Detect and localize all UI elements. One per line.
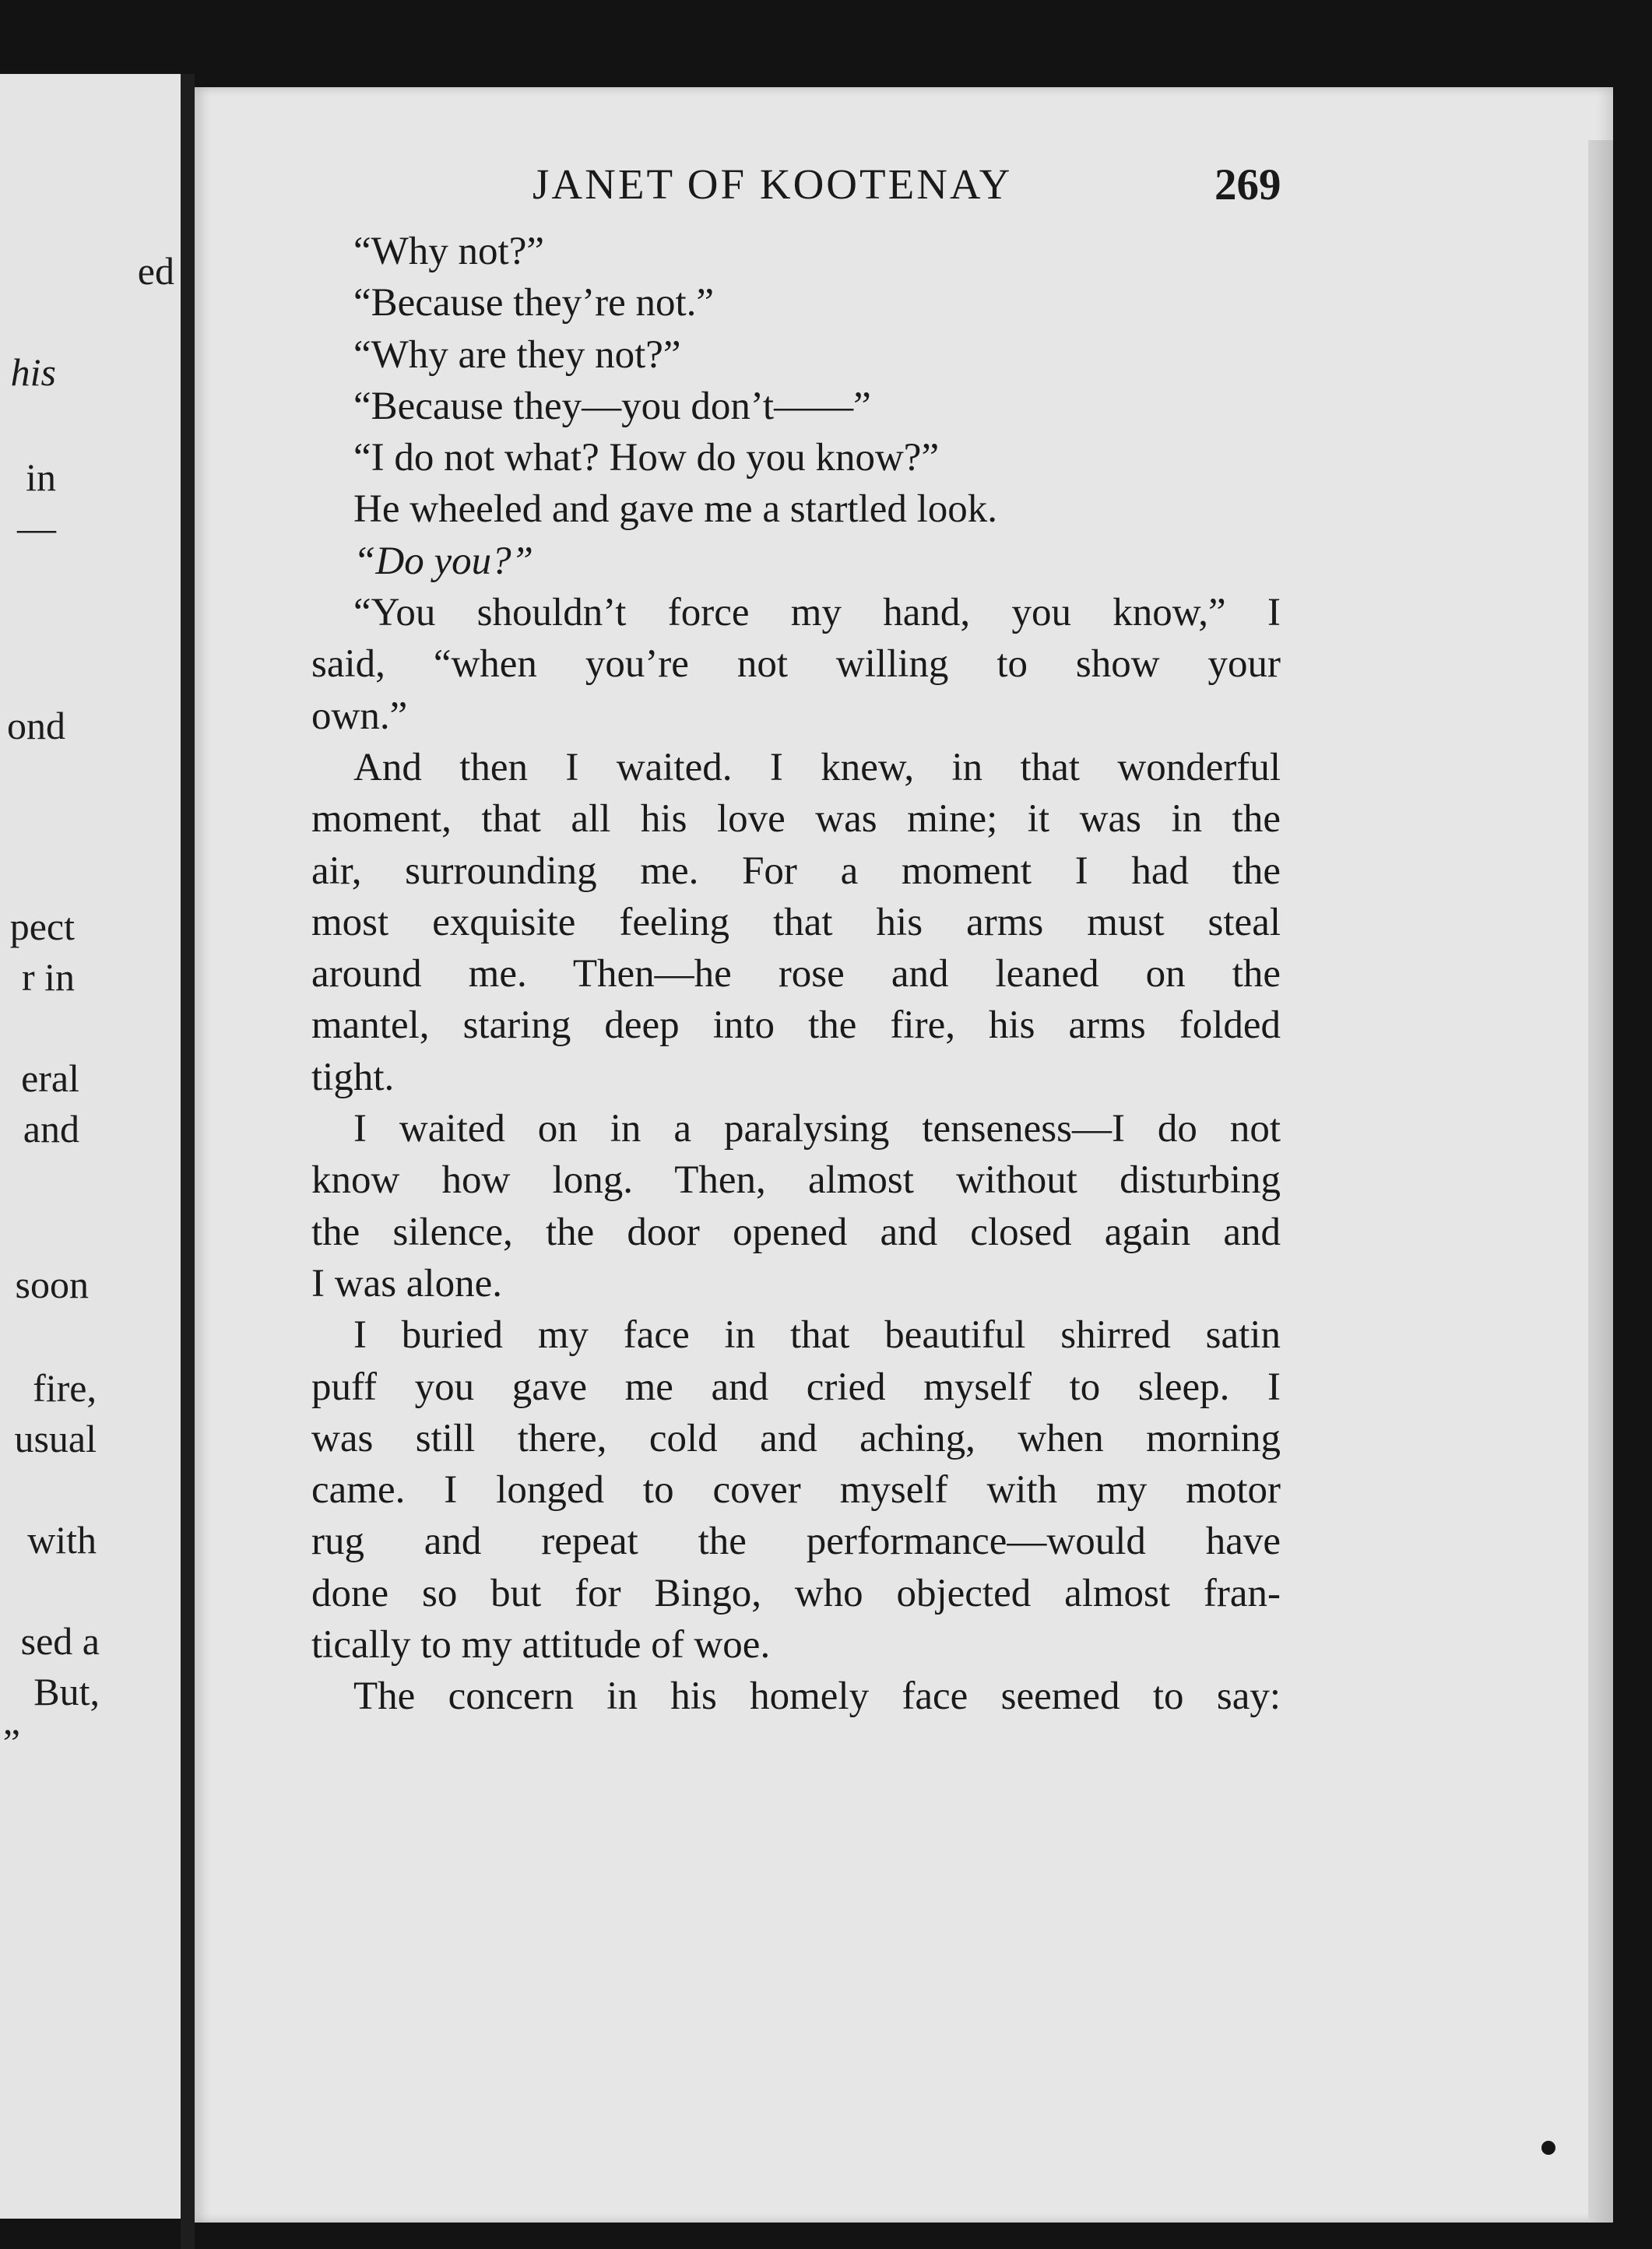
- left-margin-fragment: and: [23, 1107, 79, 1151]
- book-gutter: [181, 74, 195, 2249]
- left-margin-fragment: ”: [2, 1720, 20, 1764]
- left-margin-fragment: —: [17, 506, 56, 550]
- text-line: “Why not?”: [353, 230, 544, 273]
- text-line: said, “when you’re not willing to show your: [311, 642, 1281, 687]
- left-margin-fragment: soon: [15, 1263, 89, 1306]
- text-line: “You shouldn’t force my hand, you know,” I: [353, 591, 1281, 635]
- left-margin-fragment: ed: [137, 249, 174, 293]
- left-margin-fragment: fire,: [33, 1366, 97, 1410]
- text-line: moment, that all his love was mine; it was in the: [311, 797, 1281, 842]
- text-line: most exquisite feeling that his arms must steal: [311, 900, 1281, 944]
- left-margin-fragment: with: [27, 1518, 97, 1562]
- text-line: came. I longed to cover myself with my motor: [311, 1468, 1281, 1513]
- left-margin-fragment: eral: [21, 1056, 79, 1100]
- left-margin-fragment: his: [10, 350, 56, 394]
- left-margin-fragment: r in: [21, 955, 75, 999]
- page-edge-shadow: [1588, 140, 1613, 2223]
- text-line: The concern in his homely face seemed to say:: [353, 1674, 1281, 1719]
- text-line: I was alone.: [311, 1261, 502, 1305]
- text-line: own.”: [311, 694, 408, 738]
- text-line: know how long. Then, almost without disturbing: [311, 1158, 1281, 1203]
- text-line: “I do not what? How do you know?”: [353, 436, 940, 480]
- text-line: I waited on in a paralysing tenseness—I do not: [353, 1107, 1281, 1151]
- left-margin-fragment: pect: [9, 905, 75, 948]
- left-page: [0, 74, 181, 2219]
- text-line: tically to my attitude of woe.: [311, 1623, 771, 1667]
- scan-speck: [1541, 2141, 1555, 2155]
- text-line: “Do you?”: [353, 539, 533, 583]
- text-line: around me. Then—he rose and leaned on the: [311, 952, 1281, 996]
- text-line: done so but for Bingo, who objected almost fran-: [311, 1571, 1281, 1615]
- body-text: [311, 226, 1281, 1723]
- running-head: JANET OF KOOTENAY: [533, 160, 1013, 208]
- text-line: “Because they’re not.”: [353, 281, 715, 325]
- text-line: “Why are they not?”: [353, 332, 681, 377]
- text-line: was still there, cold and aching, when morning: [311, 1416, 1281, 1460]
- left-margin-fragment: sed a: [20, 1619, 100, 1663]
- text-line: “Because they—you don’t——”: [353, 384, 871, 428]
- text-line: I buried my face in that beautiful shirred satin: [353, 1313, 1281, 1358]
- text-line: the silence, the door opened and closed again and: [311, 1210, 1281, 1254]
- left-margin-fragment: But,: [33, 1670, 100, 1713]
- left-margin-fragment: ond: [7, 704, 65, 747]
- text-line: puff you gave me and cried myself to sleep. I: [311, 1365, 1281, 1409]
- page-number: 269: [1214, 160, 1281, 209]
- left-margin-fragment: usual: [14, 1417, 97, 1460]
- text-line: He wheeled and gave me a startled look.: [353, 487, 998, 532]
- left-margin-fragment: in: [26, 455, 56, 499]
- text-line: air, surrounding me. For a moment I had the: [311, 849, 1281, 893]
- text-line: tight.: [311, 1055, 395, 1099]
- text-line: mantel, staring deep into the fire, his arms folded: [311, 1003, 1281, 1048]
- text-line: And then I waited. I knew, in that wonderful: [353, 745, 1281, 789]
- text-line: rug and repeat the performance—would have: [311, 1520, 1281, 1564]
